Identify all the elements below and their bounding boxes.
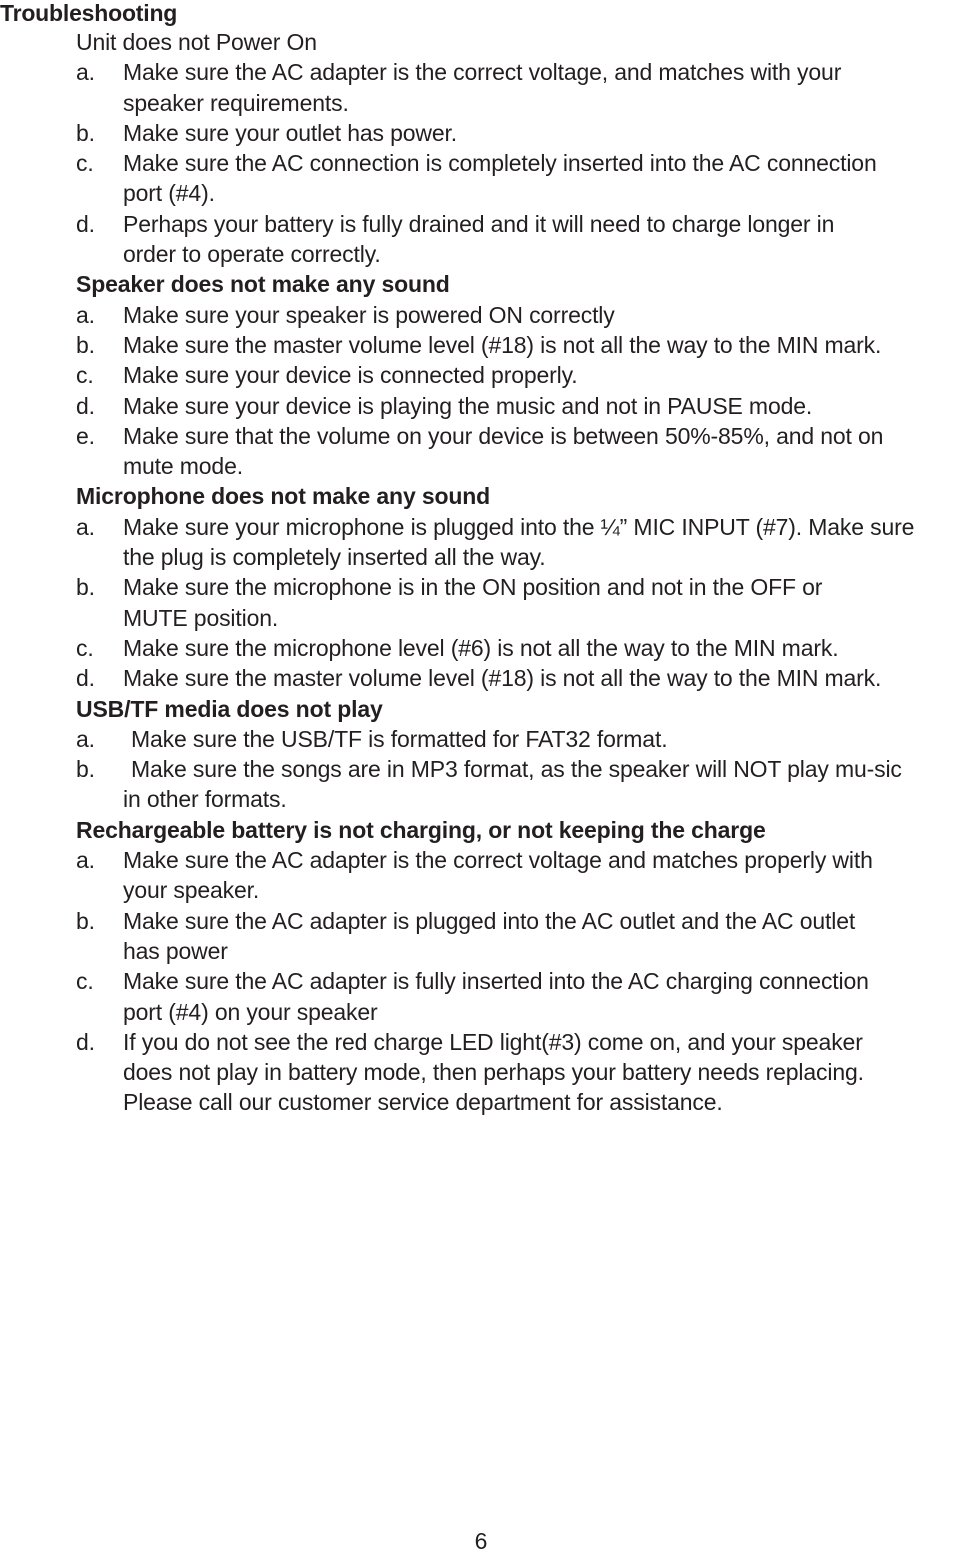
list-item [76,330,962,360]
section-heading: Unit does not Power On [76,29,317,55]
item-text: Make sure your microphone is plugged into the ¼” MIC INPUT (#7). Make sure the plug is completely inserted all the way. [123,513,915,571]
list-item [76,724,962,754]
item-letter: b. [76,756,95,783]
item-letter: c. [76,150,94,177]
item-letter: b. [76,574,95,601]
list-item [76,300,962,330]
list-item [76,1027,962,1118]
list-item [76,209,962,270]
item-letter: b. [76,331,95,358]
list-item [76,663,962,693]
section-heading: Microphone does not make any sound [76,483,491,510]
item-text: Make sure the microphone level (#6) is not all the way to the MIN mark. [123,634,839,661]
item-letter: c. [76,634,94,661]
list-item [76,148,962,209]
section-heading: Rechargeable battery is not charging, or not keeping the charge [76,816,766,843]
item-text: Make sure the master volume level (#18) is not all the way to the MIN mark. [123,665,882,692]
section-heading: USB/TF media does not play [76,695,383,722]
item-text: Make sure the master volume level (#18) is not all the way to the MIN mark. [123,331,882,358]
section-rechargeable-battery [76,815,962,1118]
section-speaker-sound [76,269,962,481]
item-text: Make sure the songs are in MP3 format, as the speaker will NOT play mu-sic in other formats. [123,756,902,813]
item-letter: a. [76,301,95,328]
list-item [76,633,962,663]
page-number: 6 [474,1528,488,1554]
list-item [76,118,962,148]
item-text: Make sure your outlet has power. [123,119,457,146]
list-item [76,512,962,573]
item-text: Make sure your device is playing the music and not in PAUSE mode. [123,392,813,419]
item-letter: d. [76,210,95,237]
list-item [76,906,962,967]
list-item [76,421,962,482]
item-letter: a. [76,513,95,540]
item-letter: b. [76,907,95,934]
item-text: Perhaps your battery is fully drained and it will need to charge longer in order to operate correctly. [123,210,835,268]
section-unit-power [76,27,962,269]
item-letter: d. [76,392,95,419]
section-heading: Speaker does not make any sound [76,271,450,298]
list-item [76,572,962,633]
item-letter: d. [76,1028,95,1055]
list-item [76,360,962,390]
list-item [76,754,962,815]
list-item [76,845,962,906]
list-item [76,57,962,118]
item-letter: e. [76,422,95,449]
item-text: Make sure the AC adapter is fully inserted into the AC charging connection port (#4) on your speaker [123,968,869,1025]
section-usb-tf-media [76,694,962,815]
list-item [76,966,962,1027]
item-text: Make sure the AC adapter is plugged into the AC outlet and the AC outlet has power [123,907,856,964]
troubleshooting-content [76,27,962,1118]
item-text: Make sure your device is connected properly. [123,362,578,389]
item-text: Make sure the microphone is in the ON position and not in the OFF or MUTE position. [123,574,823,631]
item-text: Make sure that the volume on your device is between 50%-85%, and not on mute mode. [123,422,884,480]
item-text: If you do not see the red charge LED light(#3) come on, and your speaker does not play in battery mode, then perhaps your battery needs replacing. Please call our customer service department for assistance. [123,1028,864,1116]
item-letter: c. [76,362,94,389]
item-text: Make sure the AC connection is completely inserted into the AC connection port (#4). [123,150,877,207]
item-letter: a. [76,725,95,752]
list-item [76,391,962,421]
section-microphone-sound [76,481,962,693]
item-letter: b. [76,119,95,146]
item-text: Make sure the USB/TF is formatted for FAT32 format. [131,725,668,752]
item-letter: a. [76,847,95,874]
item-text: Make sure the AC adapter is the correct voltage, and matches with your speaker requirements. [123,59,842,116]
item-text: Make sure the AC adapter is the correct voltage and matches properly with your speaker. [123,847,873,904]
page-title: Troubleshooting [0,0,178,26]
item-letter: a. [76,59,95,86]
item-text: Make sure your speaker is powered ON correctly [123,301,615,328]
item-letter: c. [76,968,94,995]
item-letter: d. [76,665,95,692]
